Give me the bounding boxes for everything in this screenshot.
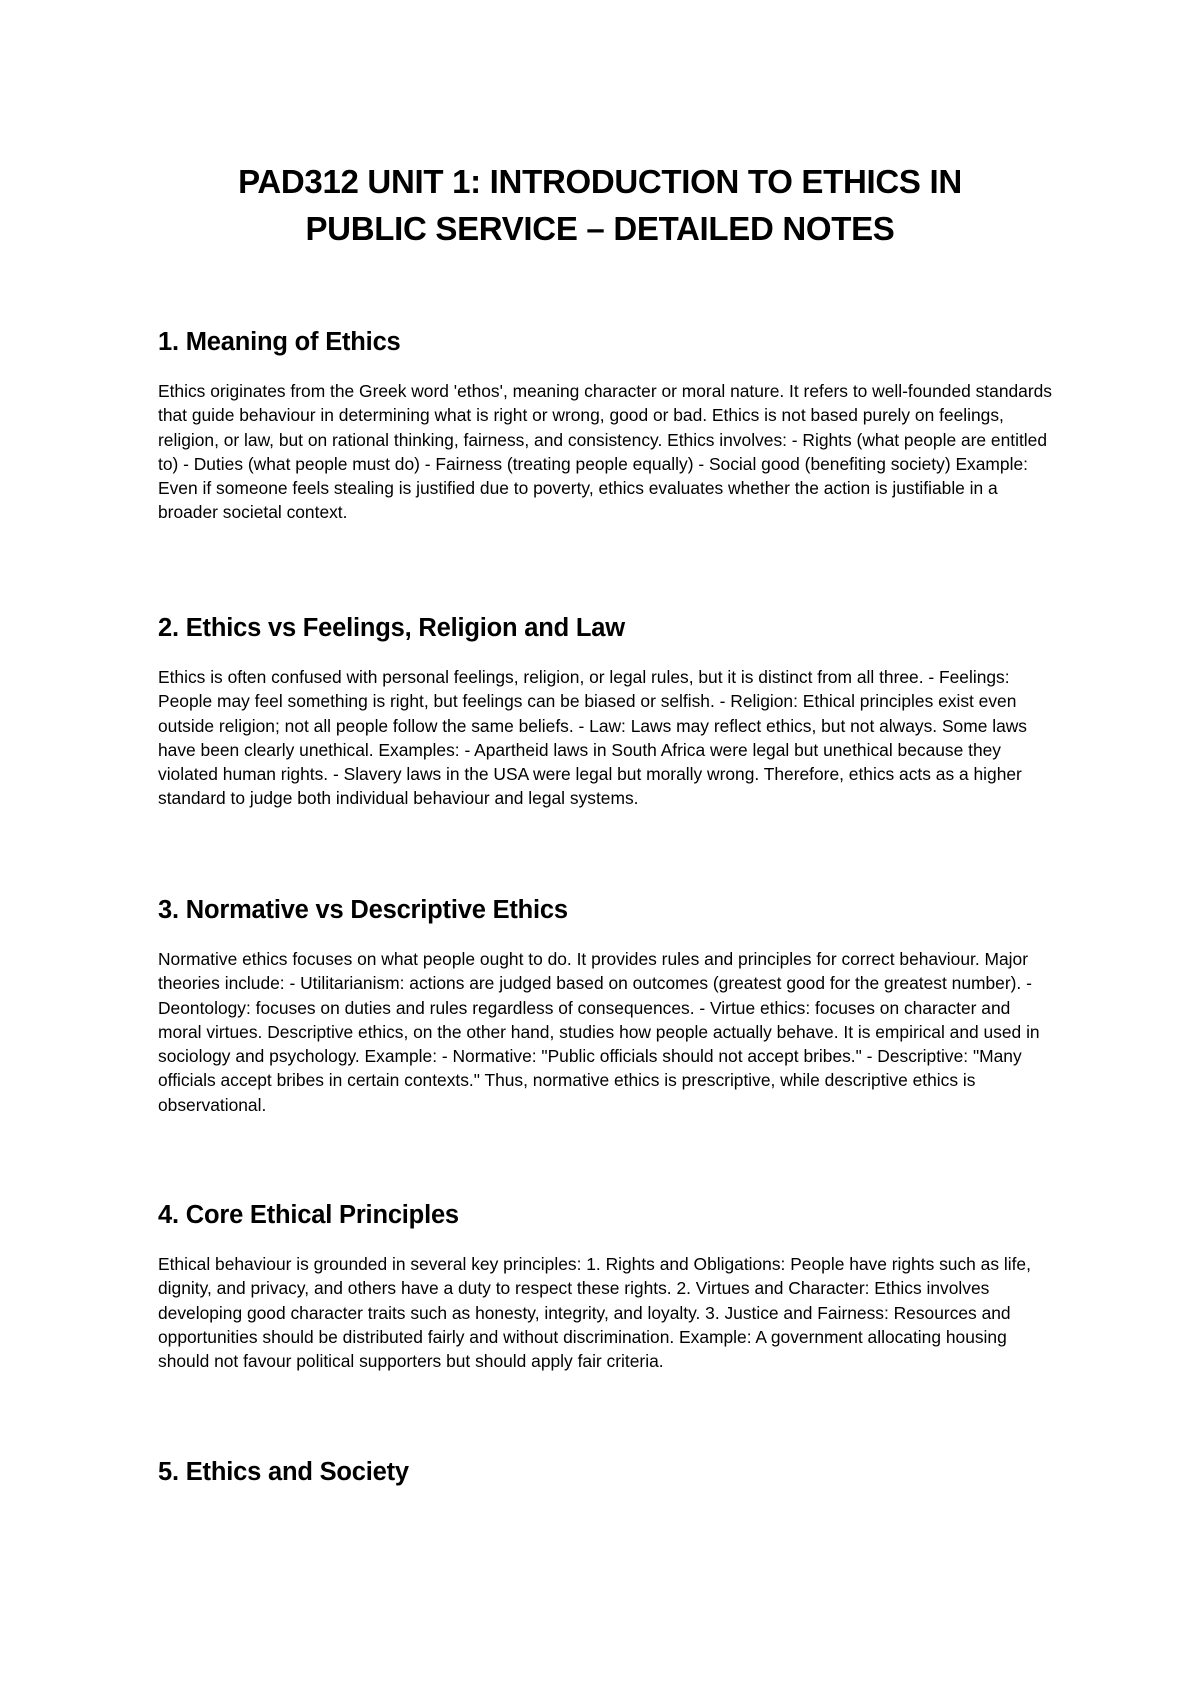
section-normative-vs-descriptive bbox=[158, 895, 1058, 1117]
section-ethics-and-society bbox=[158, 1457, 1058, 1487]
section-heading: 2. Ethics vs Feelings, Religion and Law bbox=[158, 614, 625, 642]
section-body: Ethical behaviour is grounded in several key principles: 1. Rights and Obligations: People have rights such as life, dignity, and privacy, and others have a duty to respect these rights. 2. Virtues and Character: Ethics involves developing good character traits such as honesty, integrity, and loyalty. 3. Justice and Fairness: Resources and opportunities should be distributed fairly and without discrimination. Example: A government allocating housing should not favour political supporters but should apply fair criteria. bbox=[158, 1254, 1031, 1372]
section-heading: 3. Normative vs Descriptive Ethics bbox=[158, 896, 568, 924]
section-meaning-of-ethics bbox=[158, 327, 1058, 525]
page-title bbox=[150, 158, 1050, 252]
section-ethics-vs-feelings-religion-law bbox=[158, 613, 1058, 811]
section-core-ethical-principles bbox=[158, 1200, 1058, 1373]
section-heading: 1. Meaning of Ethics bbox=[158, 328, 401, 356]
title-line-1: PAD312 UNIT 1: INTRODUCTION TO ETHICS IN bbox=[238, 163, 962, 200]
section-heading: 5. Ethics and Society bbox=[158, 1458, 409, 1486]
section-heading: 4. Core Ethical Principles bbox=[158, 1201, 459, 1229]
section-body: Ethics originates from the Greek word 'ethos', meaning character or moral nature. It refers to well-founded standards that guide behaviour in determining what is right or wrong, good or bad. Ethics is not based purely on feelings, religion, or law, but on rational thinking, fairness, and consistency. Ethics involves: - Rights (what people are entitled to) - Duties (what people must do) - Fairness (treating people equally) - Social good (benefiting society) Example: Even if someone feels stealing is justified due to poverty, ethics evaluates whether the action is justifiable in a broader societal context. bbox=[158, 381, 1052, 523]
title-line-2: PUBLIC SERVICE – DETAILED NOTES bbox=[305, 210, 895, 247]
section-body: Ethics is often confused with personal feelings, religion, or legal rules, but it is distinct from all three. - Feelings: People may feel something is right, but feelings can be biased or selfish. - Religion: Ethical principles exist even outside religion; not all people follow the same beliefs. - Law: Laws may reflect ethics, but not always. Some laws have been clearly unethical. Examples: - Apartheid laws in South Africa were legal but unethical because they violated human rights. - Slavery laws in the USA were legal but morally wrong. Therefore, ethics acts as a higher standard to judge both individual behaviour and legal systems. bbox=[158, 667, 1027, 809]
section-body: Normative ethics focuses on what people ought to do. It provides rules and principles for correct behaviour. Major theories include: - Utilitarianism: actions are judged based on outcomes (greatest good for the greatest number). - Deontology: focuses on duties and rules regardless of consequences. - Virtue ethics: focuses on character and moral virtues. Descriptive ethics, on the other hand, studies how people actually behave. It is empirical and used in sociology and psychology. Example: - Normative: "Public officials should not accept bribes." - Descriptive: "Many officials accept bribes in certain contexts." Thus, normative ethics is prescriptive, while descriptive ethics is observational. bbox=[158, 949, 1040, 1115]
